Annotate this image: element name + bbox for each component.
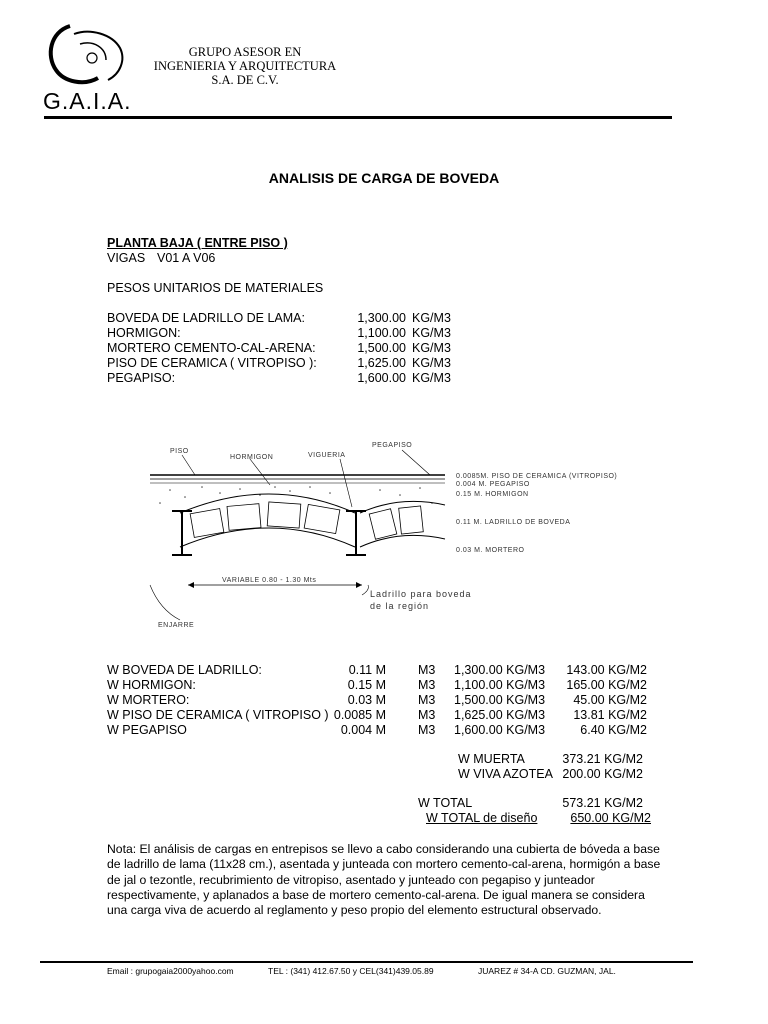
label-layer-mortero: 0.03 M. MORTERO — [456, 547, 525, 554]
company-line-3: S.A. DE C.V. — [211, 73, 279, 87]
vault-arch — [360, 535, 445, 547]
load-unit: M3 — [418, 693, 436, 707]
vigas-value: V01 A V06 — [157, 251, 216, 265]
load-density: 1,625.00 KG/M3 — [454, 708, 546, 722]
note-paragraph: Nota: El análisis de cargas en entrepisos se llevo a cabo considerando una cubierta de bóveda a base de ladrillo de lama (11x28 cm.), asentada y junteada con mortero cemento-cal-arena, hormigón a base de jal o tezontle, recubrimiento de vitropiso, asentado y junteado con pegapiso y junteador respectivamente, y aplanados a base de mortero cemento-cal-arena. De igual manera se considera una carga viva de acuerdo al reglamento y peso propio del elemento estructural observado. — [107, 842, 661, 918]
load-thickness: 0.11 M — [348, 663, 386, 677]
muerta-value: 373.21 KG/M2 — [562, 752, 643, 766]
load-thickness: 0.004 M — [340, 723, 386, 737]
viva-value: 200.00 KG/M2 — [562, 767, 643, 781]
viva-label: W VIVA AZOTEA — [458, 767, 553, 781]
company-name — [140, 45, 350, 87]
logo-text: G.A.I.A. — [43, 88, 132, 114]
label-enjarre: ENJARRE — [158, 622, 195, 629]
label-pegapiso: PEGAPISO — [372, 442, 413, 449]
label-variable: VARIABLE 0.80 - 1.30 Mts — [222, 577, 317, 584]
material-name: PISO DE CERAMICA ( VITROPISO ): — [107, 356, 317, 370]
material-unit: KG/M3 — [412, 371, 451, 385]
load-name: W PEGAPISO — [107, 723, 187, 737]
load-density: 1,500.00 KG/M3 — [454, 693, 546, 707]
load-result: 13.81 KG/M2 — [573, 708, 647, 722]
vault-arch — [360, 501, 445, 513]
label-vigueria: VIGUERIA — [308, 452, 346, 459]
total-value: 573.21 KG/M2 — [562, 796, 643, 810]
load-density: 1,100.00 KG/M3 — [454, 678, 546, 692]
section-heading: PLANTA BAJA ( ENTRE PISO ) — [107, 236, 288, 250]
material-name: BOVEDA DE LADRILLO DE LAMA: — [107, 311, 305, 325]
vault-arch — [180, 494, 355, 513]
load-thickness: 0.03 M — [347, 693, 386, 707]
design-total-value: 650.00 KG/M2 — [570, 811, 651, 825]
vigas-label: VIGAS — [107, 251, 146, 265]
label-layer-ladrillo: 0.11 M. LADRILLO DE BOVEDA — [456, 519, 571, 526]
material-unit: KG/M3 — [412, 341, 451, 355]
material-unit: KG/M3 — [412, 326, 451, 340]
company-line-1: GRUPO ASESOR EN — [188, 45, 302, 59]
steel-beams — [172, 511, 366, 555]
material-value: 1,625.00 — [357, 356, 406, 370]
label-layer-ceramica: 0.0085M. PISO DE CERAMICA (VITROPISO) — [456, 473, 618, 480]
company-line-2: INGENIERIA Y ARQUITECTURA — [153, 59, 337, 73]
load-unit: M3 — [418, 723, 436, 737]
material-value: 1,300.00 — [357, 311, 406, 325]
load-unit: M3 — [418, 663, 436, 677]
load-name: W BOVEDA DE LADRILLO: — [107, 663, 262, 677]
load-result: 45.00 KG/M2 — [573, 693, 647, 707]
material-name: MORTERO CEMENTO-CAL-ARENA: — [107, 341, 316, 355]
vault-arch — [180, 528, 355, 547]
load-unit: M3 — [418, 708, 436, 722]
material-unit: KG/M3 — [412, 356, 451, 370]
label-layer-hormigon: 0.15 M. HORMIGON — [456, 491, 529, 498]
label-layer-pegapiso: 0.004 M. PEGAPISO — [456, 481, 530, 488]
load-density: 1,600.00 KG/M3 — [454, 723, 546, 737]
load-result: 143.00 KG/M2 — [566, 663, 647, 677]
material-name: HORMIGON: — [107, 326, 181, 340]
load-result: 165.00 KG/M2 — [566, 678, 647, 692]
material-name: PEGAPISO: — [107, 371, 176, 385]
material-value: 1,500.00 — [357, 341, 406, 355]
total-label: W TOTAL — [418, 796, 473, 810]
load-name: W PISO DE CERAMICA ( VITROPISO ) — [107, 708, 329, 722]
material-value: 1,600.00 — [357, 371, 406, 385]
muerta-label: W MUERTA — [458, 752, 525, 766]
footer-rule — [40, 961, 693, 963]
load-unit: M3 — [418, 678, 436, 692]
footer-tel: TEL : (341) 412.67.50 y CEL(341)439.05.89 — [268, 966, 434, 976]
label-ladrillo-1: Ladrillo para boveda — [370, 589, 472, 599]
label-piso: PISO — [170, 448, 189, 455]
footer-address: JUAREZ # 34-A CD. GUZMAN, JAL. — [478, 966, 616, 976]
brick-blocks — [190, 502, 423, 539]
label-ladrillo-2: de la región — [370, 601, 430, 611]
materials-heading: PESOS UNITARIOS DE MATERIALES — [107, 281, 324, 295]
load-thickness: 0.0085 M — [333, 708, 386, 722]
load-name: W HORMIGON: — [107, 678, 196, 692]
header-rule — [44, 116, 672, 119]
load-density: 1,300.00 KG/M3 — [454, 663, 546, 677]
material-value: 1,100.00 — [357, 326, 406, 340]
load-name: W MORTERO: — [107, 693, 190, 707]
concrete-fill — [159, 486, 433, 504]
design-total-label: W TOTAL de diseño — [426, 811, 538, 825]
load-thickness: 0.15 M — [347, 678, 386, 692]
vault-section-diagram — [140, 435, 640, 635]
load-result: 6.40 KG/M2 — [580, 723, 647, 737]
footer-email: Email : grupogaia2000yahoo.com — [107, 966, 234, 976]
material-unit: KG/M3 — [412, 311, 451, 325]
document-title: ANALISIS DE CARGA DE BOVEDA — [268, 170, 500, 186]
label-hormigon: HORMIGON — [230, 454, 274, 461]
